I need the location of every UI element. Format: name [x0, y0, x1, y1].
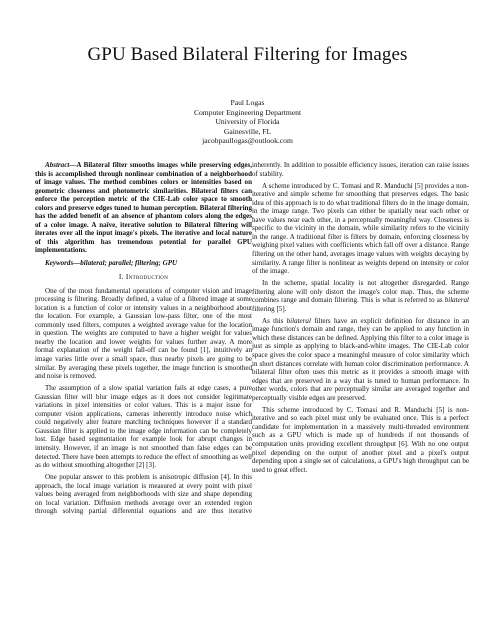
keywords — [35, 259, 252, 268]
author-location: Gainesville, FL — [223, 126, 272, 136]
section-heading-introduction: I. Introduction — [118, 272, 169, 282]
paper-title: GPU Based Bilateral Filtering for Images — [87, 44, 408, 65]
italic-term: bilateral — [286, 316, 311, 325]
abstract-label: Abstract — [45, 161, 70, 169]
intro-paragraph-3: One popular answer to this problem is anisotropic diffusion [4]. In this approach, the local image variation is measured at every point with pixel values being averaged from neighborhoods with size and shape depending on local variation. Diffusion methods average over an extended region through solving partial differential equations and are thus iterative — [35, 473, 252, 516]
author-department: Computer Engineering Department — [193, 107, 302, 117]
abstract — [35, 161, 252, 255]
author-block — [0, 98, 495, 146]
abstract-text: A Bilateral filter smooths images while preserving edges, this is accomplished through nonlinear combination of a neighborhood of image values. The method combines colors or intensities based on geometric closeness and photometric similarities. Bilateral filters can enforce the perception metric of the CIE-Lab color space to smooth colors and preserve edges tuned to human perception. Bilateral filtering has the added benefit of an absence of phantom colors along the edges of a color image. A naïve, iterative solution to Bilateral filtering will iterates over all the input image's pixels. The iterative and local nature of this algorithm has tremendous potential for parallel GPU implementations. — [35, 161, 252, 255]
author-university: University of Florida — [215, 117, 280, 127]
right-paragraph-5: This scheme introduced by C. Tomasi and R. Manduchi [5] is non-iterative and so each pixel must only be evaluated once. This is a perfect candidate for implementation in a massively multi-threaded environment such as a GPU which is made up of hundreds if not thousands of computation units providing excellent throughput [6]. With no one output pixel depending on the output of another pixel and a pixel's output depending upon a single set of calculations, a GPU's high throughput can be used to great effect. — [252, 405, 469, 474]
keywords-text: —bilateral; parallel; filtering; GPU — [73, 258, 178, 267]
keywords-label: Keywords — [45, 258, 74, 267]
right-column — [252, 161, 469, 478]
intro-paragraph-1: One of the most fundamental operations of computer vision and image processing is filtering. Broadly defined, a value of a filtered image at some location is a function of color or intensity values in a neighborhood about the location. For example, a Gaussian low-pass filter, one of the most commonly used filters, computes a weighted average value for the location in question. The weights are computed to have a higher weight for values nearby the location and lower weights for values further away. A more formal explanation of the weight fall-off can be found [1], intuitively an image varies little over a small space, thus nearby pixels are going to be similar. By averaging these pixels together, the image function is smoothed and noise is removed. — [35, 286, 252, 381]
left-column — [35, 161, 252, 519]
intro-paragraph-2: The assumption of a slow spatial variation fails at edge cases, a pure Gaussian filter will blur image edges as it does not consider legitimate variations in pixel intensities or color values. This is a major issue for computer vision applications, cameras inherently introduce noise which could negatively alter feature matching techniques however if a standard Gaussian filter is applied to the image edge information can be completely lost. Edge based segmentation for example look for abrupt changes in intensity. However, if an image is not smoothed than false edges can be detected. There have been attempts to reduce the effect of smoothing as well as do without smoothing altogether [2] [3]. — [35, 384, 252, 470]
right-paragraph-4: As this bilateral filters have an explicit definition for distance in an image function's domain and range, they can be applied to any function in which these distances can be defined. Applying this filter to a color image is just as simple as applying to black-and-white images. The CIE-Lab color space gives the color space a meaningful measure of color similarity which in short distances correlate with human color discrimination performance. A bilateral filter often uses this metric as it provides a smooth image with edges that are preserved in a way that is tuned to human performance. In other words, colors that are perceptually similar are averaged together and perceptually visible edges are preserved. — [252, 316, 469, 402]
author-name: Paul Logas — [230, 98, 265, 107]
right-paragraph-3: In the scheme, spatial locality is not altogether disregarded. Range filtering alone will only distort the image's color map. Thus, the scheme combines range and domain filtering. This is what is referred to as bilateral filtering [5]. — [252, 279, 469, 313]
abstract-dash: — — [69, 161, 77, 169]
right-paragraph-2: A scheme introduced by C. Tomasi and R. Manduchi [5] provides a non-iterative and simple scheme for smoothing that preserves edges. The basic idea of this approach is to do what traditional filters do in the image domain, in the image range. Two pixels can either be spatially near each other or have values near each other, in a perceptually meaningful way. Closeness is specific to the vicinity in the domain, while similarity refers to the vicinity in the range. A traditional filter is filters by domain, enforcing closeness by weighing pixel values with coefficients which fall off over a distance. Range filtering on the other hand, averages image values with weights decaying by similarity. A range filter is nonlinear as weights depend on intensity or color of the image. — [252, 181, 469, 276]
italic-term: bilateral — [444, 296, 469, 305]
author-email: jacobpaullogas@outlook.com — [202, 136, 293, 146]
right-paragraph-1: inherently. In addition to possible efficiency issues, iteration can raise issues of stability. — [252, 161, 469, 178]
